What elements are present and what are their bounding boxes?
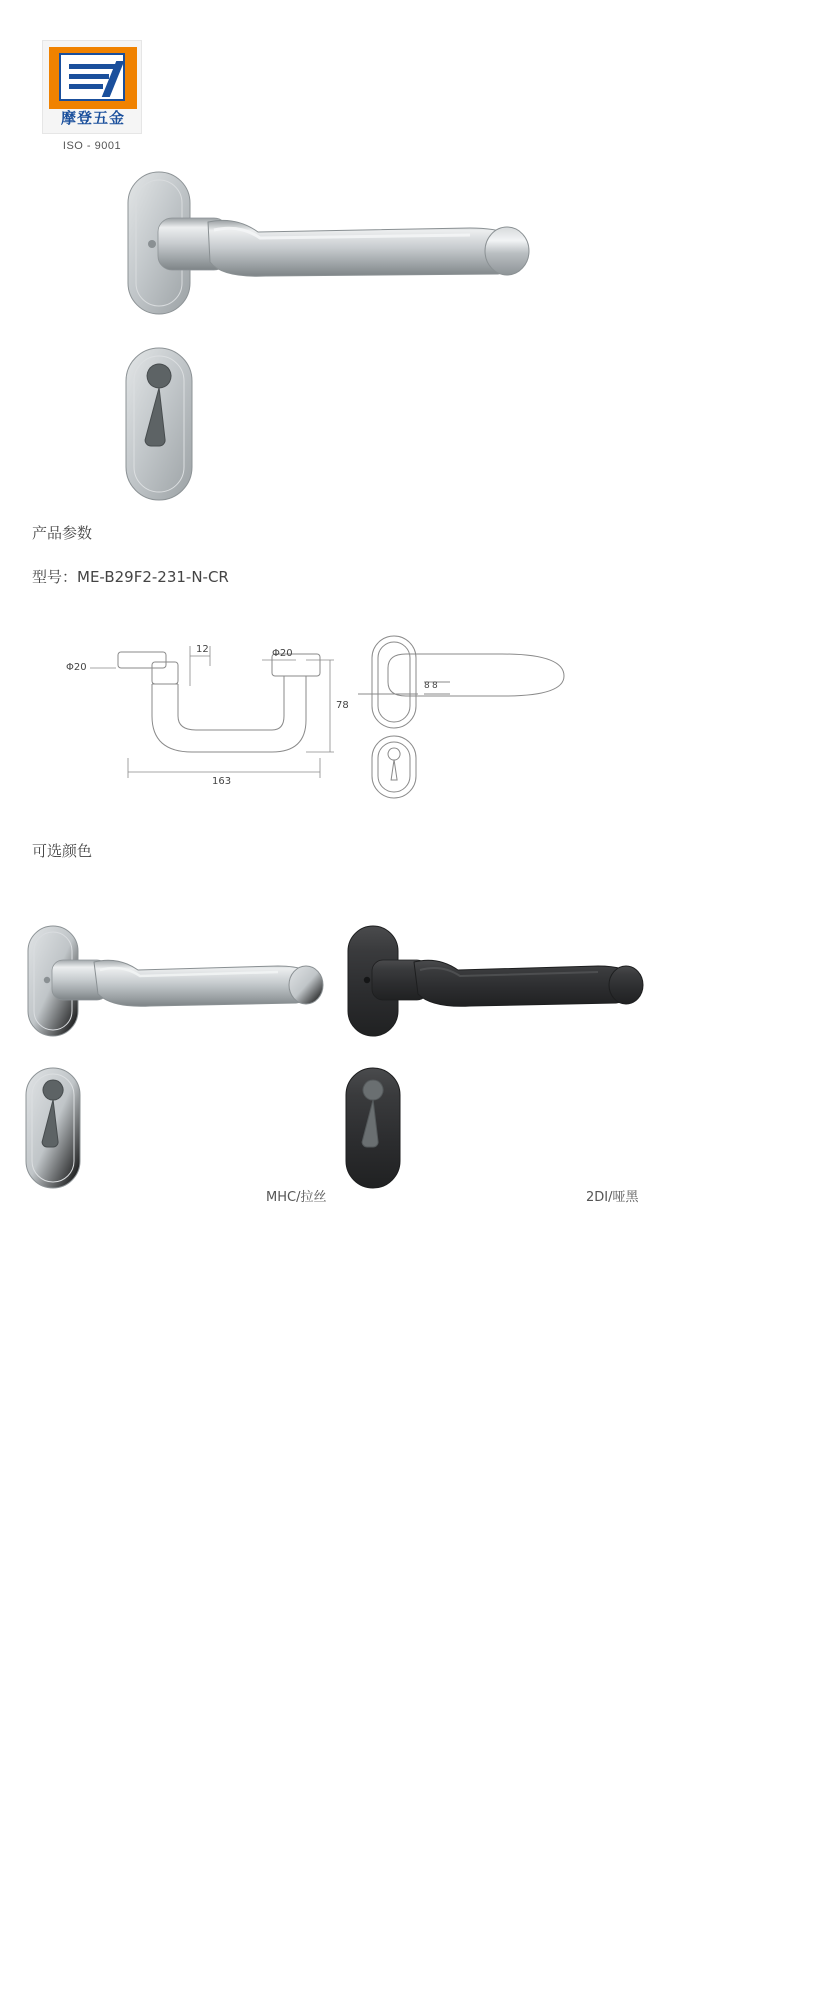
colors-title: 可选颜色 xyxy=(32,842,93,860)
variant-2-image xyxy=(346,926,643,1188)
product-hero-images xyxy=(0,150,840,510)
brand-logo xyxy=(42,40,142,152)
logo-chinese-name: 摩登五金 xyxy=(60,109,125,127)
technical-drawing xyxy=(0,620,840,810)
color-variants xyxy=(0,900,840,1210)
dim-length-label: 163 xyxy=(212,776,232,787)
dim-side-small-label: 8 xyxy=(424,681,430,691)
logo-box xyxy=(42,40,142,134)
iso-certification-text: ISO - 9001 xyxy=(62,140,122,152)
model-row xyxy=(32,566,229,587)
variant-caption-1: MHC/拉丝 xyxy=(266,1190,327,1205)
variant-1-image xyxy=(26,926,323,1188)
dim-top-label: 12 xyxy=(196,644,209,655)
dim-side-small-label-2: 8 xyxy=(432,681,438,691)
dim-left-diameter-label: Φ20 xyxy=(66,662,87,673)
model-label: 型号： xyxy=(32,568,78,586)
dim-height-label: 78 xyxy=(336,700,349,711)
lever-handle-photo xyxy=(0,150,840,510)
dimension-drawing xyxy=(0,620,840,810)
model-value: ME-B29F2-231-N-CR xyxy=(77,568,229,586)
color-variant-images xyxy=(0,900,840,1210)
logo-mark-icon xyxy=(59,53,125,101)
dim-right-diameter-label: Φ20 xyxy=(272,648,293,659)
variant-caption-2: 2DI/哑黑 xyxy=(586,1190,639,1205)
parameters-title: 产品参数 xyxy=(32,524,93,542)
